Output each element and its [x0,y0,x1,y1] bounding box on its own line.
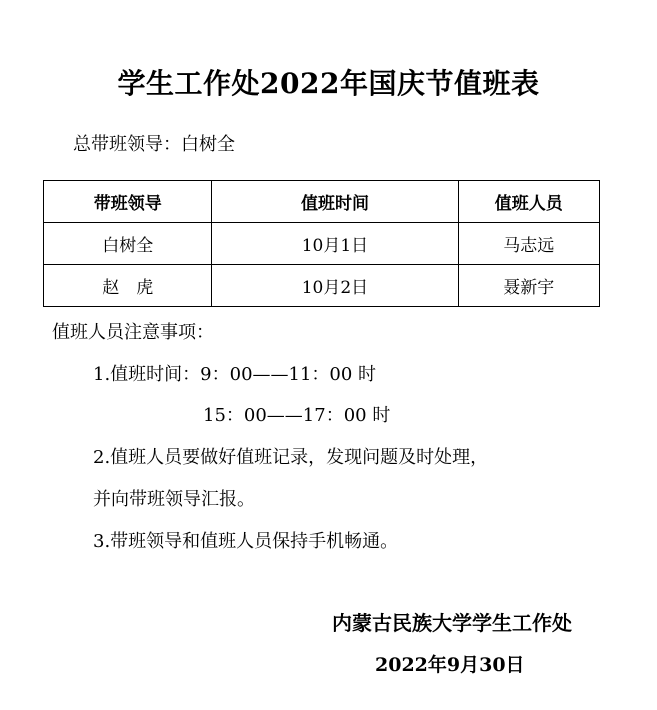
note-item-1: 1.值班时间：9：00——11：00 时 [93,364,377,385]
signature-date: 2022年9月30日 [375,654,525,676]
chief-leader-line: 总带班领导：白树全 [73,134,235,155]
note-item-1-continued: 15：00——17：00 时 [203,405,391,426]
document-title: 学生工作处2022年国庆节值班表 [117,67,540,100]
note-item-2: 2.值班人员要做好值班记录，发现问题及时处理， [93,447,489,468]
notes-heading: 值班人员注意事项： [52,322,214,343]
table-cell-time: 10月2日 [212,265,458,307]
column-header-leader: 带班领导 [44,181,212,223]
table-row [44,265,600,307]
table-cell-leader: 赵 虎 [44,265,212,307]
table-cell-staff: 聂新宇 [458,265,600,307]
duty-table [43,180,600,307]
column-header-time: 值班时间 [212,181,458,223]
note-item-3: 3.带班领导和值班人员保持手机畅通。 [93,531,399,552]
table-header-row [44,181,600,223]
table-cell-staff: 马志远 [458,223,600,265]
note-item-2-continued: 并向带班领导汇报。 [93,489,255,510]
column-header-staff: 值班人员 [458,181,600,223]
signature-organization: 内蒙古民族大学学生工作处 [332,611,572,635]
table-cell-time: 10月1日 [212,223,458,265]
table-row [44,223,600,265]
table-cell-leader: 白树全 [44,223,212,265]
